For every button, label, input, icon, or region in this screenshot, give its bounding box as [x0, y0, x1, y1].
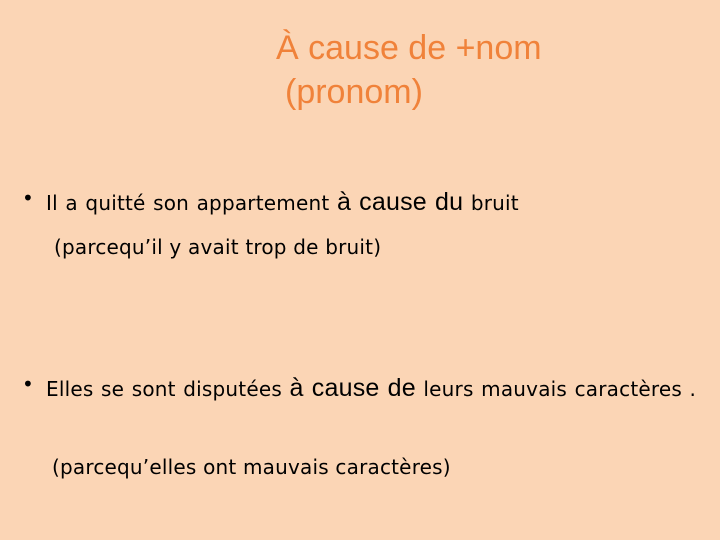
bullet-marker: •: [22, 372, 34, 396]
bullet-2-after: leurs mauvais caractères .: [423, 377, 697, 401]
bullet-1-text: [22, 179, 702, 227]
bullet-1: [22, 179, 702, 227]
bullet-2-text: [22, 365, 702, 413]
bullet-1-note: (parcequ’il y avait trop de bruit): [54, 235, 382, 259]
bullet-2-before: Elles se sont disputées: [46, 377, 282, 401]
bullet-1-after: bruit: [470, 191, 519, 215]
bullet-marker: •: [22, 186, 34, 210]
bullet-2-note: (parcequ’elles ont mauvais caractères): [52, 455, 451, 479]
title-line-2: (pronom): [285, 73, 423, 112]
slide-title: [276, 26, 542, 114]
title-line-1: À cause de +nom: [276, 29, 542, 67]
bullet-2: [22, 365, 702, 413]
bullet-1-before: Il a quitté son appartement: [46, 191, 330, 215]
bullet-1-highlight: à cause du: [336, 188, 464, 216]
bullet-2-highlight: à cause de: [289, 374, 416, 402]
